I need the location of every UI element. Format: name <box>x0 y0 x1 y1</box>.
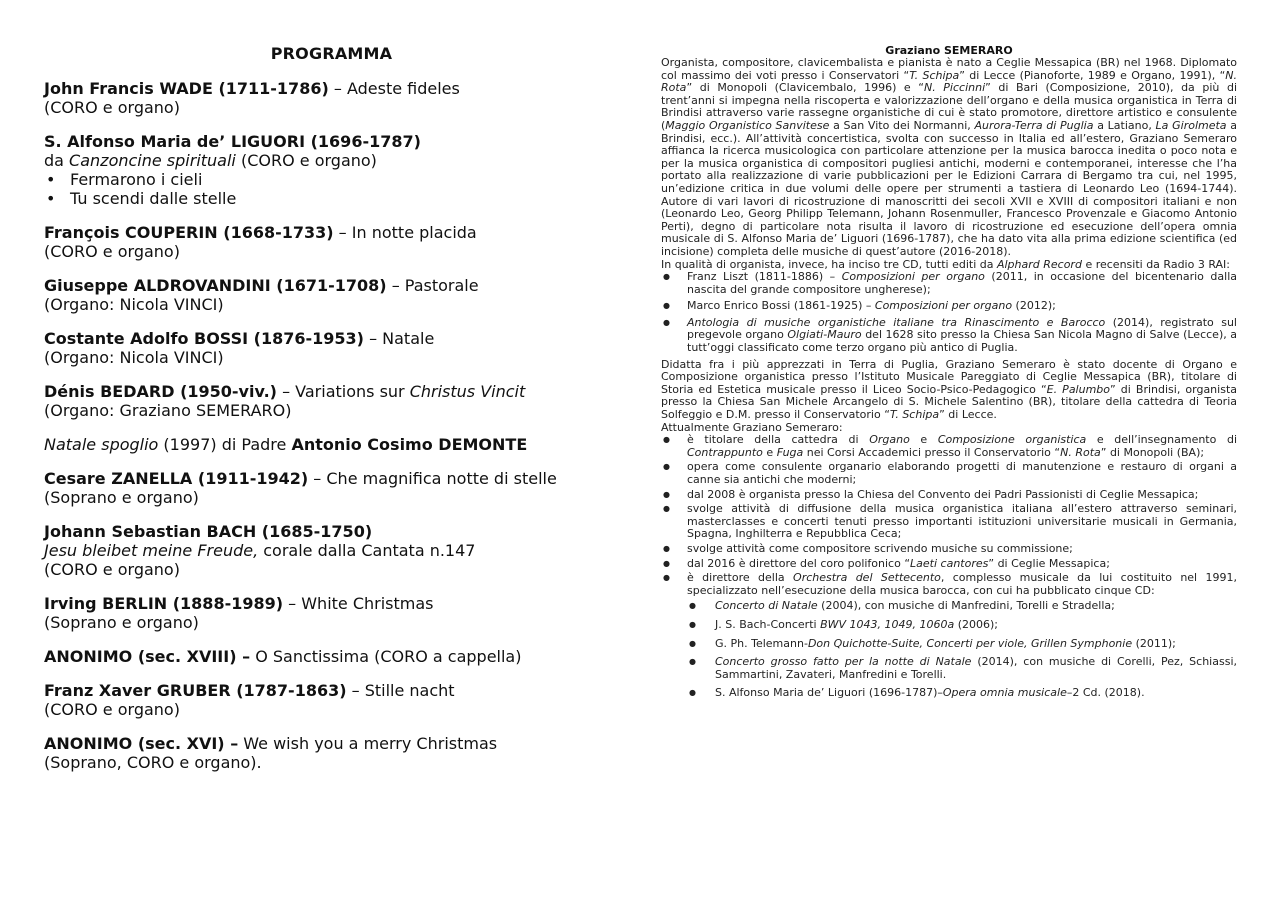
list-item: ● è direttore della Orchestra del Settecento, complesso musicale da lui costituito nel 1991, specializzato nell’esecuzione della musica barocca, con cui ha pubblicato cinque CD: ● Concerto di Natale (2004), con musiche di Manfredini, Torelli e Stradella; ● J. S. Bach-Concerti BWV 1043, 1049, 1060a (2006); ● G. Ph. Telemann-Don Quichotte-Suite, Concerti per viole, Grillen Symphonie (2011); ● Concerto grosso fatto per la notte di Natale (2014), con musiche di Corelli, Pez, Schiassi, Sammartini, Zavateri, Manfredini e Torelli. ● S. Alfonso Maria de’ Liguori (1696-1787)–Opera omnia musicale–2 Cd. (2018). <box>661 572 1237 700</box>
list-item: ● svolge attività di diffusione della musica organistica italiana all’estero attraverso seminari, masterclasses e concerti tenuti presso importanti istituzioni universitarie musicali in Germania, Spagna, Inghilterra e Repubblica Ceca; <box>661 503 1237 541</box>
programme-entry: Natale spoglio (1997) di Padre Antonio Cosimo DEMONTE <box>44 435 528 454</box>
programme-entry: Franz Xaver GRUBER (1787-1863) – Stille nacht (CORO e organo) <box>44 681 455 719</box>
list-item: ● dal 2016 è direttore del coro polifonico “Laeti cantores” di Ceglie Messapica; <box>661 558 1237 571</box>
cd-list <box>661 271 1237 355</box>
programme-entry: ANONIMO (sec. XVI) – We wish you a merry Christmas (Soprano, CORO e organo). <box>44 734 498 772</box>
biography-paragraph: Didatta fra i più apprezzati in Terra di Puglia, Graziano Semeraro è stato docente di Organo e Composizione organistica presso l’Istituto Musicale Pareggiato di Ceglie Messapica (BR), titolare di Storia ed Estetica musicale presso il Liceo Socio-Psico-Pedagogico “E. Palumbo” di Brindisi, organista presso la Chiesa San Michele Arcangelo di S. Michele Salentino (BR), titolare della cattedra di Teoria Solfeggio e D.M. presso il Conservatorio “T. Schipa” di Lecce. <box>661 357 1237 422</box>
programme-column <box>44 44 624 787</box>
programme-entry: Costante Adolfo BOSSI (1876-1953) – Natale (Organo: Nicola VINCI) <box>44 329 435 367</box>
list-item: ● Antologia di musiche organistiche italiane tra Rinascimento e Barocco (2014), registrato sul pregevole organo Olgiati-Mauro del 1628 sito presso la Chiesa San Nicola Magno di Salve (Lecce), a tutt’oggi classificato come terzo organo più antico di Puglia. <box>661 317 1237 355</box>
programme-entry: François COUPERIN (1668-1733) – In notte placida (CORO e organo) <box>44 223 477 261</box>
list-item: ● J. S. Bach-Concerti BWV 1043, 1049, 1060a (2006); <box>687 619 1237 632</box>
list-item: ● Concerto grosso fatto per la notte di Natale (2014), con musiche di Corelli, Pez, Schiassi, Sammartini, Zavateri, Manfredini e Torelli. <box>687 656 1237 681</box>
list-item: ● Franz Liszt (1811-1886) – Composizioni per organo (2011, in occasione del bicentenario dalla nascita del grande compositore ungherese); <box>661 271 1237 296</box>
orchestra-cd-list <box>687 600 1237 700</box>
list-item: ● dal 2008 è organista presso la Chiesa del Convento dei Padri Passionisti di Ceglie Messapica; <box>661 489 1237 502</box>
activity-list <box>661 434 1237 700</box>
programme-entry: Giuseppe ALDROVANDINI (1671-1708) – Pastorale (Organo: Nicola VINCI) <box>44 276 479 314</box>
biography-column <box>661 44 1237 706</box>
programme-entry: Dénis BEDARD (1950-viv.) – Variations sur Christus Vincit (Organo: Graziano SEMERARO) <box>44 382 526 420</box>
list-item: ● Concerto di Natale (2004), con musiche di Manfredini, Torelli e Stradella; <box>687 600 1237 613</box>
piece-list <box>44 170 624 208</box>
biography-paragraph: Attualmente Graziano Semeraro: <box>661 420 843 434</box>
programme-entry: Irving BERLIN (1888-1989) – White Christmas (Soprano e organo) <box>44 594 434 632</box>
biography-paragraph: In qualità di organista, invece, ha inciso tre CD, tutti editi da Alphard Record e recensiti da Radio 3 RAI: <box>661 257 1230 271</box>
programme-entry: ANONIMO (sec. XVIII) – O Sanctissima (CORO a cappella) <box>44 647 522 666</box>
programme-entry: Johann Sebastian BACH (1685-1750) Jesu bleibet meine Freude, corale dalla Cantata n.147 (CORO e organo) <box>44 522 476 579</box>
list-item: ● svolge attività come compositore scrivendo musiche su commissione; <box>661 543 1237 556</box>
list-item: ● è titolare della cattedra di Organo e Composizione organistica e dell’insegnamento di Contrappunto e Fuga nei Corsi Accademici presso il Conservatorio “N. Rota” di Monopoli (BA); <box>661 434 1237 459</box>
programme-title: PROGRAMMA <box>270 44 393 63</box>
programme-entry: John Francis WADE (1711-1786) – Adeste fideles (CORO e organo) <box>44 79 460 117</box>
list-item: ● G. Ph. Telemann-Don Quichotte-Suite, Concerti per viole, Grillen Symphonie (2011); <box>687 638 1237 651</box>
list-item: • Tu scendi dalle stelle <box>44 189 624 208</box>
list-item: ● Marco Enrico Bossi (1861-1925) – Composizioni per organo (2012); <box>661 300 1237 313</box>
biography-paragraph: Organista, compositore, clavicembalista e pianista è nato a Ceglie Messapica (BR) nel 1968. Diplomato col massimo dei voti presso i Conservatori “T. Schipa” di Lecce (Pianoforte, 1989 e Organo, 1991), “N. Rota” di Monopoli (Clavicembalo, 1996) e “N. Piccinni” di Bari (Composizione, 2010), da più di trent’anni si impegna nella riscoperta e valorizzazione dell’organo e della musica organistica in Terra di Brindisi attraverso varie rassegne organistiche di cui è stato promotore, direttore artistico e consulente (Maggio Organistico Sanvitese a San Vito dei Normanni, Aurora-Terra di Puglia a Latiano, La Girolmeta a Brindisi, ecc.). All’attività concertistica, svolta con successo in Italia ed all’estero, Graziano Semeraro affianca la ricerca musicologica con particolare attenzione per la musica barocca inedita o poco nota e per la musica organistica di compositori pugliesi antichi, moderni e contemporanei, interesse che l’ha portato alla realizzazione di varie pubblicazioni per le Edizioni Carrara di Bergamo tra cui, nel 1995, un’edizione critica in due volumi delle opere per strumenti a tastiera di Leonardo Leo (1694-1744). Autore di vari lavori di ricostruzione di manoscritti dei secoli XVII e XVIII di compositori italiani e non (Leonardo Leo, Georg Philipp Telemann, Johann Rosenmuller, Francesco Provenzale e Giacomo Antonio Perti), degno di particolare nota risulta il lavoro di ricostruzione ed esecuzione dell’opera omnia musicale di S. Alfonso Maria de’ Liguori (1696-1787), che ha dato vita alla prima edizione scientifica (ed incisione) completa delle musiche di quest’autore (2016-2018). <box>661 56 1237 258</box>
list-item: ● opera come consulente organario elaborando progetti di manutenzione e restauro di organi a canne sia antichi che moderni; <box>661 461 1237 486</box>
programme-entry: Cesare ZANELLA (1911-1942) – Che magnifica notte di stelle (Soprano e organo) <box>44 469 557 507</box>
biography-title: Graziano SEMERARO <box>885 44 1013 57</box>
list-item: ● S. Alfonso Maria de’ Liguori (1696-1787)–Opera omnia musicale–2 Cd. (2018). <box>687 687 1237 700</box>
programme-entry: S. Alfonso Maria de’ LIGUORI (1696-1787) da Canzoncine spirituali (CORO e organo) • Fermarono i cieli • Tu scendi dalle stelle <box>44 132 624 208</box>
list-item: • Fermarono i cieli <box>44 170 624 189</box>
